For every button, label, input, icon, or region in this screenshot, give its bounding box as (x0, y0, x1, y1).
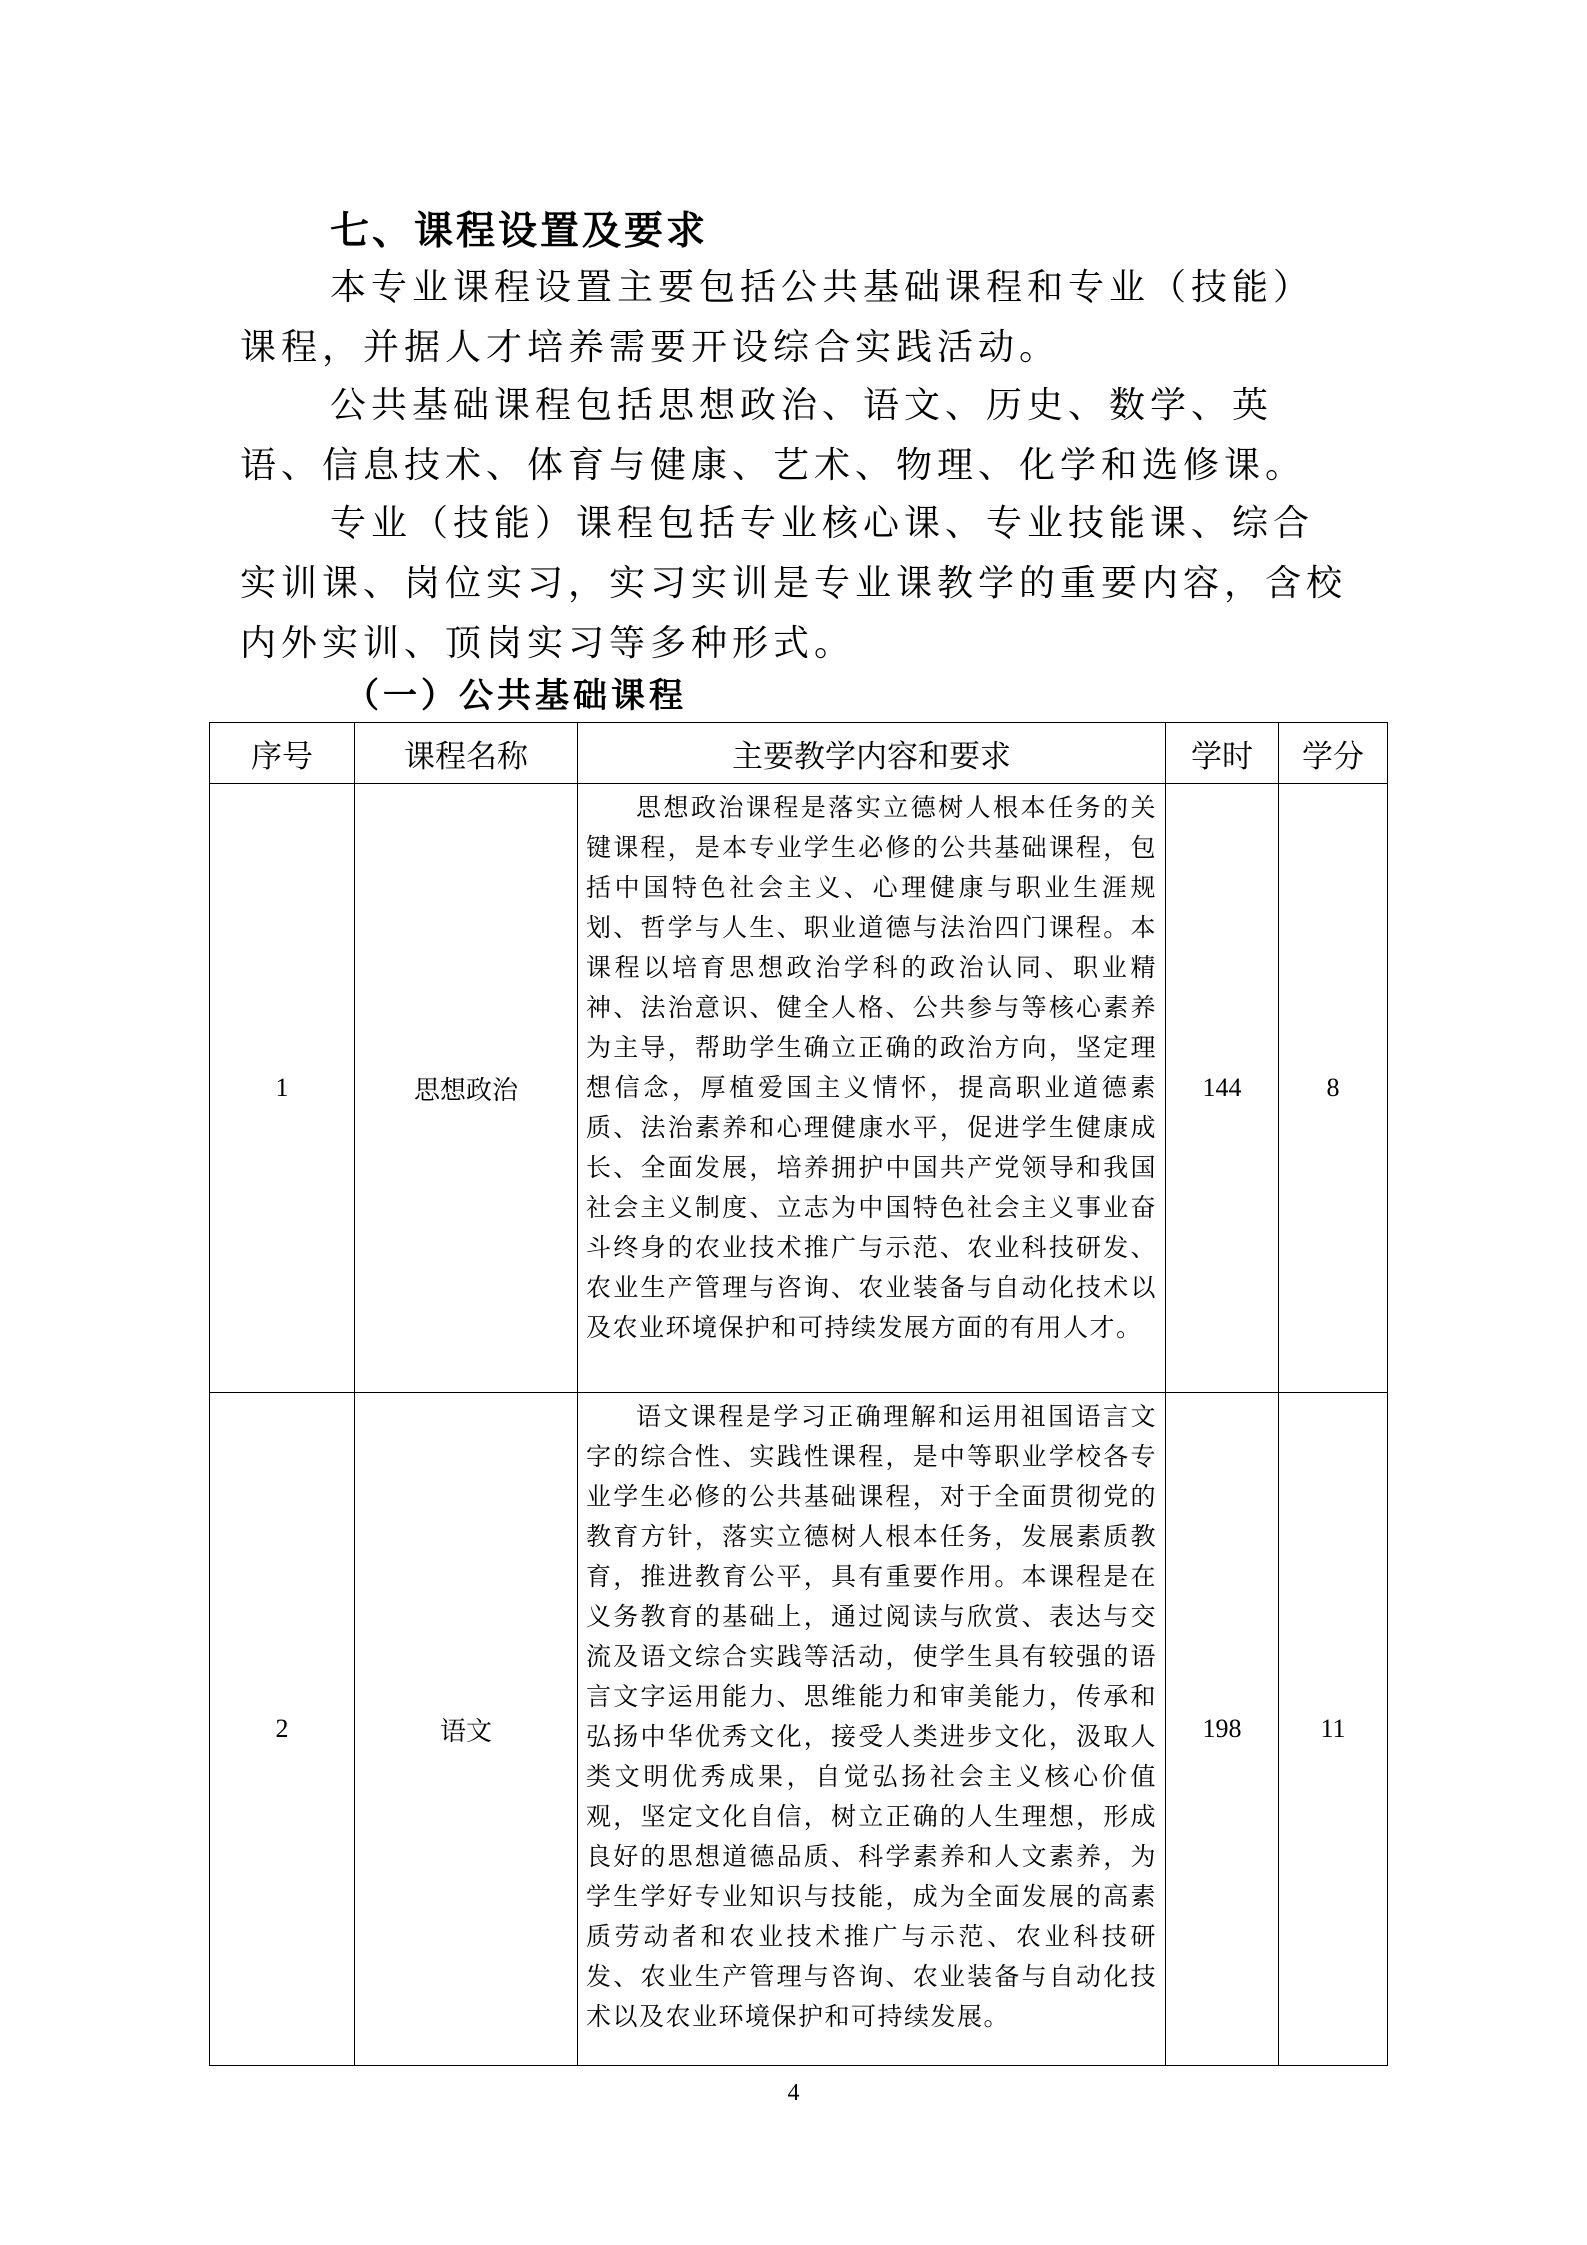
course-description: 思想政治课程是落实立德树人根本任务的关键课程，是本专业学生必修的公共基础课程，包括中国特色社会主义、心理健康与职业生涯规划、哲学与人生、职业道德与法治四门课程。本课程以培育思想政治学科的政治认同、职业精神、法治意识、健全人格、公共参与等核心素养为主导，帮助学生确立正确的政治方向，坚定理想信念，厚植爱国主义情怀，提高职业道德素质、法治素养和心理健康水平，促进学生健康成长、全面发展，培养拥护中国共产党领导和我国社会主义制度、立志为中国特色社会主义事业奋斗终身的农业技术推广与示范、农业科技研发、农业生产管理与咨询、农业装备与自动化技术以及农业环境保护和可持续发展方面的有用人才。 (578, 784, 1166, 1393)
section-heading: 七、课程设置及要求 (330, 209, 709, 254)
table-row (210, 784, 1388, 1393)
table-row (210, 1393, 1388, 2066)
course-description: 语文课程是学习正确理解和运用祖国语言文字的综合性、实践性课程，是中等职业学校各专业学生必修的公共基础课程，对于全面贯彻党的教育方针，落实立德树人根本任务，发展素质教育，推进教育公平，具有重要作用。本课程是在义务教育的基础上，通过阅读与欣赏、表达与交流及语文综合实践等活动，使学生具有较强的语言文字运用能力、思维能力和审美能力，传承和弘扬中华优秀文化，接受人类进步文化，汲取人类文明优秀成果，自觉弘扬社会主义核心价值观，坚定文化自信，树立正确的人生理想，形成良好的思想道德品质、科学素养和人文素养，为学生学好专业知识与技能，成为全面发展的高素质劳动者和农业技术推广与示范、农业科技研发、农业生产管理与咨询、农业装备与自动化技术以及农业环境保护和可持续发展。 (578, 1393, 1166, 2066)
table-header-row (210, 723, 1388, 784)
header-content: 主要教学内容和要求 (578, 723, 1166, 784)
course-table (209, 722, 1388, 2066)
paragraph-course-overview: 本专业课程设置主要包括公共基础课程和专业（技能）课程，并据人才培养需要开设综合实践活动。 (240, 267, 1315, 368)
header-course-name: 课程名称 (355, 723, 578, 784)
course-credits: 11 (1279, 1393, 1388, 2066)
header-number: 序号 (210, 723, 355, 784)
course-name: 思想政治 (355, 784, 578, 1393)
page-number: 4 (787, 2080, 800, 2106)
paragraph-professional-courses: 专业（技能）课程包括专业核心课、专业技能课、综合实训课、岗位实习，实习实训是专业课教学的重要内容，含校内外实训、顶岗实习等多种形式。 (240, 503, 1348, 664)
header-hours: 学时 (1166, 723, 1279, 784)
subsection-heading: （一）公共基础课程 (345, 676, 687, 716)
paragraph-public-courses: 公共基础课程包括思想政治、语文、历史、数学、英语、信息技术、体育与健康、艺术、物理、化学和选修课。 (240, 385, 1307, 486)
header-credits: 学分 (1279, 723, 1388, 784)
course-credits: 8 (1279, 784, 1388, 1393)
course-hours: 144 (1166, 784, 1279, 1393)
course-hours: 198 (1166, 1393, 1279, 2066)
row-number: 1 (210, 784, 355, 1393)
course-name: 语文 (355, 1393, 578, 2066)
row-number: 2 (210, 1393, 355, 2066)
